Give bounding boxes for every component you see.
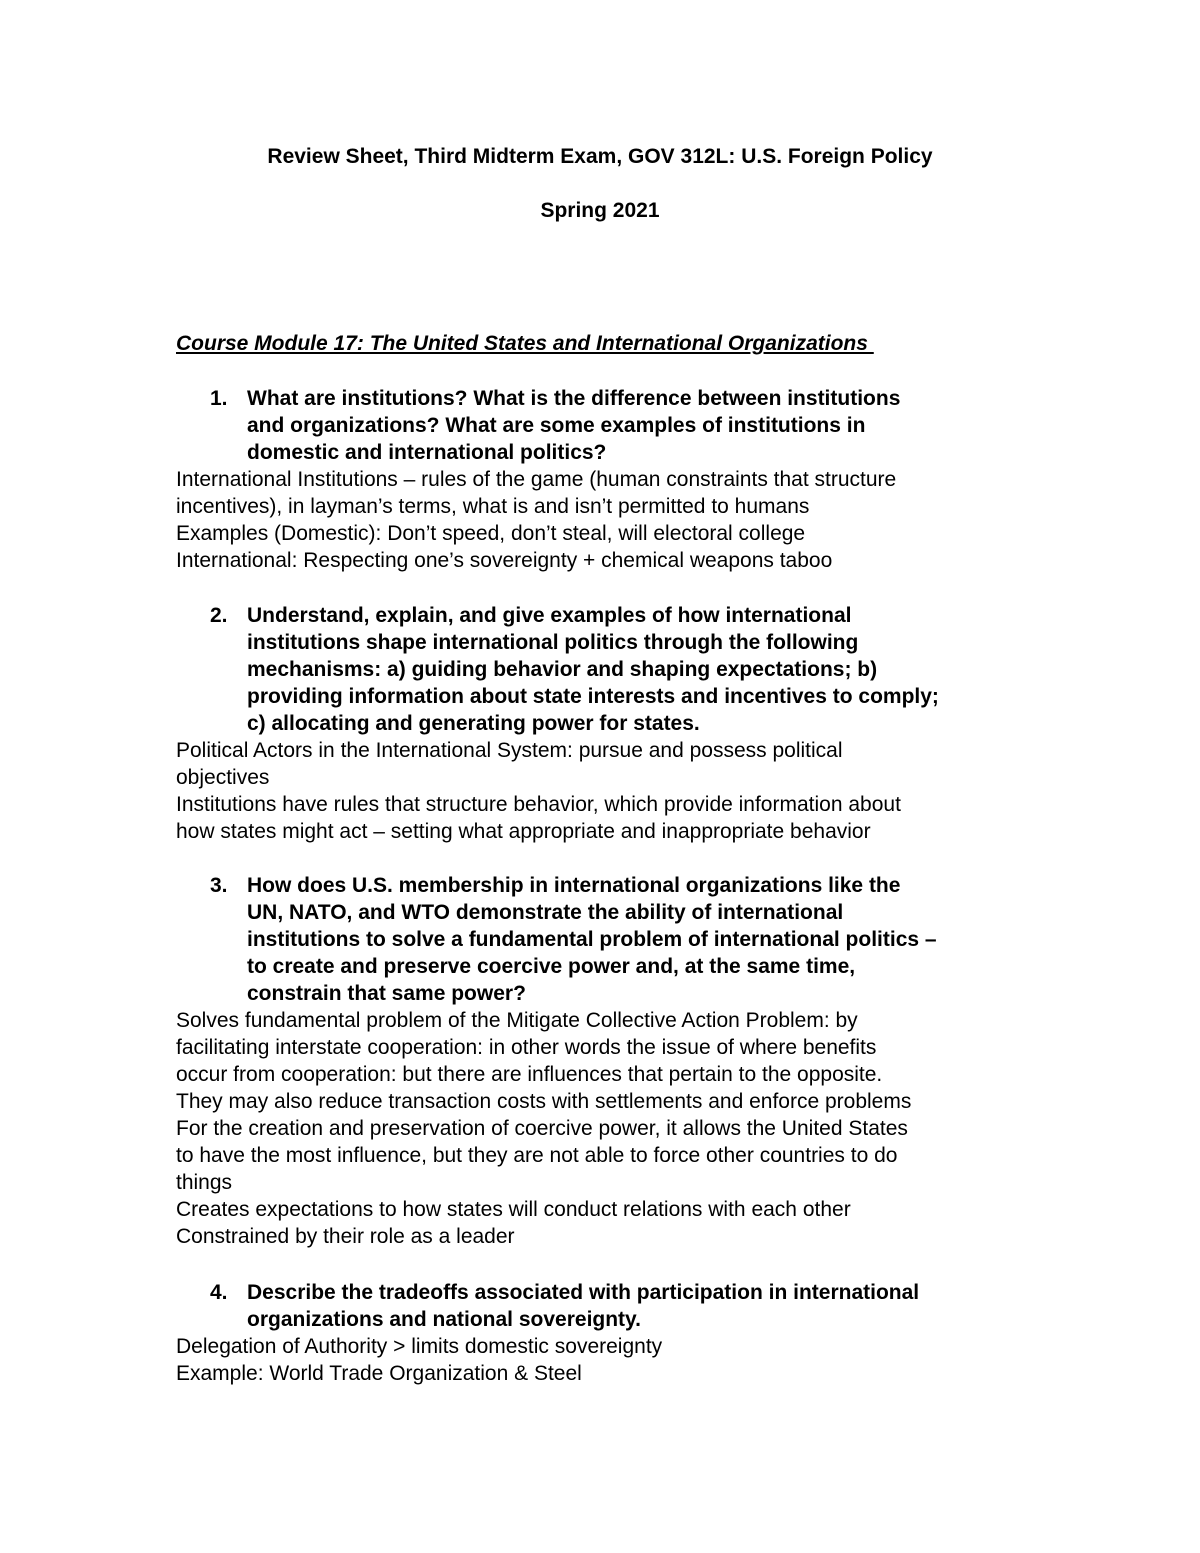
answer-line: occur from cooperation: but there are influences that pertain to the opposite. bbox=[176, 1063, 883, 1086]
answer-line: Institutions have rules that structure behavior, which provide information about bbox=[176, 793, 901, 816]
question-number: 1. bbox=[210, 387, 228, 410]
module-heading: Course Module 17: The United States and International Organizations bbox=[176, 332, 874, 355]
question-block-1 bbox=[176, 385, 1056, 574]
question-text-line: providing information about state interests and incentives to comply; bbox=[247, 685, 939, 708]
term-label: Spring 2021 bbox=[540, 199, 660, 222]
question-text-line: Understand, explain, and give examples of how international bbox=[247, 604, 852, 627]
answer-line: Political Actors in the International System: pursue and possess political bbox=[176, 739, 843, 762]
answer-line: They may also reduce transaction costs with settlements and enforce problems bbox=[176, 1090, 912, 1113]
question-text-line: UN, NATO, and WTO demonstrate the ability of international bbox=[247, 901, 844, 924]
question-text-line: constrain that same power? bbox=[247, 982, 526, 1005]
question-text-line: and organizations? What are some examples of institutions in bbox=[247, 414, 866, 437]
question-block-3 bbox=[176, 872, 1056, 1250]
answer-line: objectives bbox=[176, 766, 270, 789]
answer-1 bbox=[176, 466, 1056, 574]
answer-line: Creates expectations to how states will conduct relations with each other bbox=[176, 1198, 851, 1221]
question-text-line: How does U.S. membership in international organizations like the bbox=[247, 874, 901, 897]
answer-line: how states might act – setting what appropriate and inappropriate behavior bbox=[176, 820, 871, 843]
question-block-2 bbox=[176, 602, 1056, 845]
question-text-line: institutions shape international politics through the following bbox=[247, 631, 859, 654]
question-number: 4. bbox=[210, 1281, 228, 1304]
answer-line: Solves fundamental problem of the Mitigate Collective Action Problem: by bbox=[176, 1009, 858, 1032]
answer-2 bbox=[176, 737, 1056, 845]
question-2 bbox=[176, 602, 1056, 737]
question-3 bbox=[176, 872, 1056, 1007]
question-4 bbox=[176, 1279, 1056, 1333]
question-text-line: domestic and international politics? bbox=[247, 441, 607, 464]
question-text-line: What are institutions? What is the difference between institutions bbox=[247, 387, 901, 410]
question-text-line: organizations and national sovereignty. bbox=[247, 1308, 642, 1331]
answer-line: Constrained by their role as a leader bbox=[176, 1225, 515, 1248]
question-number: 3. bbox=[210, 874, 228, 897]
answer-4 bbox=[176, 1333, 1056, 1387]
question-block-4 bbox=[176, 1279, 1056, 1387]
question-number: 2. bbox=[210, 604, 228, 627]
answer-line: to have the most influence, but they are not able to force other countries to do bbox=[176, 1144, 898, 1167]
answer-line: International: Respecting one’s sovereignty + chemical weapons taboo bbox=[176, 549, 833, 572]
answer-line: Examples (Domestic): Don’t speed, don’t steal, will electoral college bbox=[176, 522, 806, 545]
question-text-line: mechanisms: a) guiding behavior and shaping expectations; b) bbox=[247, 658, 878, 681]
answer-line: facilitating interstate cooperation: in other words the issue of where benefits bbox=[176, 1036, 877, 1059]
answer-line: incentives), in layman’s terms, what is and isn’t permitted to humans bbox=[176, 495, 810, 518]
answer-line: things bbox=[176, 1171, 233, 1194]
document-title: Review Sheet, Third Midterm Exam, GOV 312L: U.S. Foreign Policy bbox=[267, 145, 933, 168]
answer-line: Delegation of Authority > limits domestic sovereignty bbox=[176, 1335, 663, 1358]
answer-3 bbox=[176, 1007, 1056, 1250]
question-1 bbox=[176, 385, 1056, 466]
answer-line: International Institutions – rules of the game (human constraints that structure bbox=[176, 468, 897, 491]
question-text-line: institutions to solve a fundamental problem of international politics – bbox=[247, 928, 937, 951]
answer-line: For the creation and preservation of coercive power, it allows the United States bbox=[176, 1117, 908, 1140]
question-text-line: Describe the tradeoffs associated with participation in international bbox=[247, 1281, 920, 1304]
question-text-line: c) allocating and generating power for states. bbox=[247, 712, 700, 735]
answer-line: Example: World Trade Organization & Steel bbox=[176, 1362, 582, 1385]
question-text-line: to create and preserve coercive power and, at the same time, bbox=[247, 955, 856, 978]
